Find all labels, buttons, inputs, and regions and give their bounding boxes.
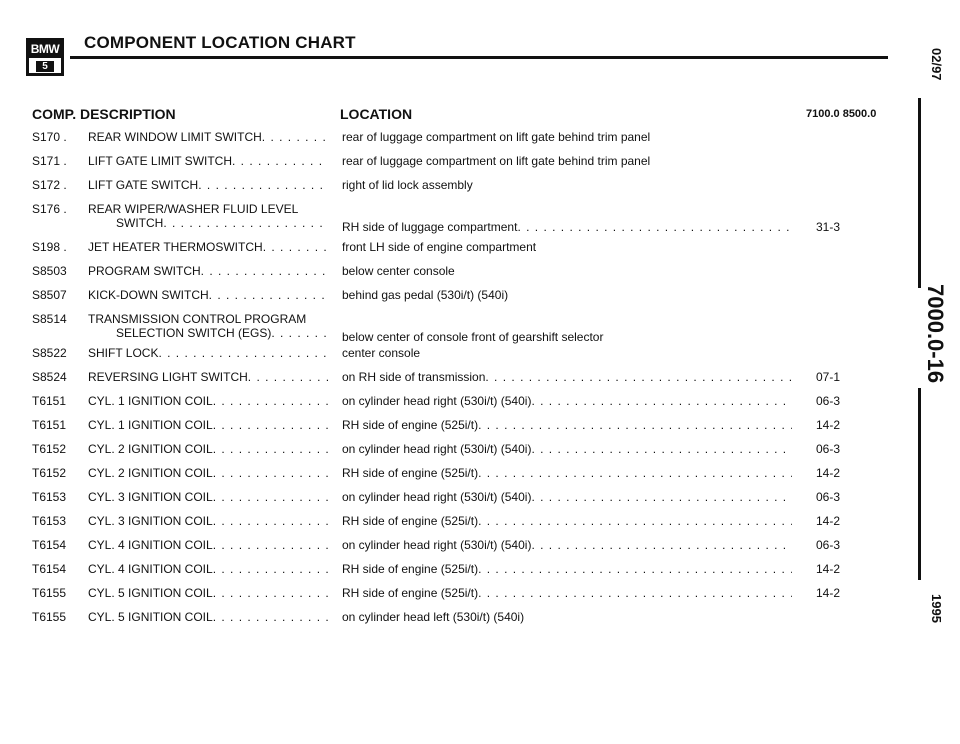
location-text: center console xyxy=(342,346,421,360)
side-rule-top xyxy=(918,98,921,288)
table-row xyxy=(0,610,900,634)
table-row xyxy=(0,586,900,610)
location-text: rear of luggage compartment on lift gate behind trim panel xyxy=(342,130,651,144)
comp-code: S8524 xyxy=(32,370,67,384)
description xyxy=(88,394,328,408)
comp-code: S8507 xyxy=(32,288,67,302)
leader-dots xyxy=(232,154,328,168)
comp-code: S8503 xyxy=(32,264,67,278)
table-row xyxy=(0,240,900,264)
location xyxy=(342,346,792,360)
location xyxy=(342,562,792,576)
description xyxy=(88,610,328,624)
description-label: REVERSING LIGHT SWITCH xyxy=(88,370,248,384)
description-label: SWITCH xyxy=(116,216,164,230)
comp-code: S170 . xyxy=(32,130,67,144)
comp-code: T6153 xyxy=(32,514,67,528)
location xyxy=(342,220,792,234)
location xyxy=(342,154,792,168)
description-label: LIFT GATE LIMIT SWITCH xyxy=(88,154,233,168)
location-text: front LH side of engine compartment xyxy=(342,240,537,254)
description xyxy=(88,312,328,340)
leader-dots xyxy=(213,586,328,600)
description-text xyxy=(88,130,328,144)
table-row xyxy=(0,490,900,514)
leader-dots xyxy=(531,442,792,456)
description-text xyxy=(88,216,328,230)
location-text: RH side of engine (525i/t) xyxy=(342,562,479,576)
description xyxy=(88,130,328,144)
comp-code: T6154 xyxy=(32,562,67,576)
description xyxy=(88,370,328,384)
comp-code: T6155 xyxy=(32,586,67,600)
reference-code: 14-2 xyxy=(816,418,841,432)
description xyxy=(88,202,328,230)
comp-code: S198 . xyxy=(32,240,67,254)
comp-code: T6152 xyxy=(32,466,67,480)
comp-code: S8522 xyxy=(32,346,67,360)
location-text: below center of console front of gearshift selector xyxy=(342,330,604,344)
leader-dots xyxy=(163,216,328,230)
comp-code: S171 . xyxy=(32,154,67,168)
location xyxy=(342,586,792,600)
col-header-models: 7100.0 8500.0 xyxy=(806,108,877,120)
leader-dots xyxy=(213,610,328,624)
leader-dots xyxy=(198,178,328,192)
location-text: rear of luggage compartment on lift gate behind trim panel xyxy=(342,154,651,168)
description xyxy=(88,346,328,360)
reference-code: 14-2 xyxy=(816,514,841,528)
description xyxy=(88,562,328,576)
description-text xyxy=(88,394,328,408)
table-row xyxy=(0,346,900,370)
description xyxy=(88,442,328,456)
reference-code: 14-2 xyxy=(816,586,841,600)
table-row xyxy=(0,264,900,288)
location-text: RH side of engine (525i/t) xyxy=(342,466,479,480)
leader-dots xyxy=(271,326,328,340)
description-text xyxy=(88,514,328,528)
location xyxy=(342,330,792,344)
description xyxy=(88,288,328,302)
col-header-desc: DESCRIPTION xyxy=(79,106,176,122)
leader-dots xyxy=(478,466,792,480)
location-text: below center console xyxy=(342,264,455,278)
table-row xyxy=(0,562,900,586)
description-label: CYL. 5 IGNITION COIL xyxy=(88,586,213,600)
logo-brand: BMW xyxy=(30,42,60,56)
comp-code: T6154 xyxy=(32,538,67,552)
leader-dots xyxy=(531,490,792,504)
reference-code: 06-3 xyxy=(816,394,841,408)
description-label: KICK-DOWN SWITCH xyxy=(88,288,209,302)
description-label: LIFT GATE SWITCH xyxy=(88,178,199,192)
location xyxy=(342,178,792,192)
description-text xyxy=(88,490,328,504)
leader-dots xyxy=(158,346,328,360)
table-row xyxy=(0,130,900,154)
table-row xyxy=(0,154,900,178)
description xyxy=(88,154,328,168)
leader-dots xyxy=(213,562,328,576)
col-header-comp: COMP. xyxy=(32,106,77,122)
title-rule xyxy=(70,56,888,59)
description-text xyxy=(88,586,328,600)
leader-dots xyxy=(478,514,792,528)
description-text xyxy=(88,346,328,360)
comp-code: S8514 xyxy=(32,312,67,326)
leader-dots xyxy=(213,538,328,552)
location-text: RH side of engine (525i/t) xyxy=(342,586,479,600)
description-label: CYL. 4 IGNITION COIL xyxy=(88,538,213,552)
table-row xyxy=(0,466,900,490)
location xyxy=(342,514,792,528)
reference-code: 31-3 xyxy=(816,220,841,234)
location-text: on RH side of transmission xyxy=(342,370,486,384)
location-text: on cylinder head left (530i/t) (540i) xyxy=(342,610,525,624)
description-label: CYL. 4 IGNITION COIL xyxy=(88,562,213,576)
comp-code: T6155 xyxy=(32,610,67,624)
description-label: JET HEATER THERMOSWITCH xyxy=(88,240,263,254)
table-row xyxy=(0,178,900,202)
description xyxy=(88,514,328,528)
location xyxy=(342,610,792,624)
table-row xyxy=(0,312,900,344)
leader-dots xyxy=(531,394,792,408)
description-label: CYL. 2 IGNITION COIL xyxy=(88,442,213,456)
description-label: REAR WINDOW LIMIT SWITCH xyxy=(88,130,262,144)
description xyxy=(88,466,328,480)
description-label: CYL. 3 IGNITION COIL xyxy=(88,514,213,528)
location-text: on cylinder head right (530i/t) (540i) xyxy=(342,394,532,408)
comp-code: T6151 xyxy=(32,418,67,432)
location-text: on cylinder head right (530i/t) (540i) xyxy=(342,490,532,504)
leader-dots xyxy=(213,490,328,504)
location xyxy=(342,394,792,408)
leader-dots xyxy=(478,562,792,576)
description-text xyxy=(88,466,328,480)
comp-code: S176 . xyxy=(32,202,67,216)
description-text xyxy=(88,538,328,552)
description-text xyxy=(88,562,328,576)
comp-code: T6152 xyxy=(32,442,67,456)
location-text: RH side of luggage compartment xyxy=(342,220,518,234)
page-title: COMPONENT LOCATION CHART xyxy=(84,33,356,52)
description xyxy=(88,586,328,600)
location xyxy=(342,240,792,254)
leader-dots xyxy=(248,370,328,384)
leader-dots xyxy=(201,264,328,278)
reference-code: 14-2 xyxy=(816,466,841,480)
table-row xyxy=(0,370,900,394)
reference-code: 06-3 xyxy=(816,538,841,552)
description-text xyxy=(88,240,328,254)
description-line-1: REAR WIPER/WASHER FLUID LEVEL xyxy=(88,202,299,216)
location xyxy=(342,490,792,504)
comp-code: S172 . xyxy=(32,178,67,192)
table-row xyxy=(0,418,900,442)
col-header-location: LOCATION xyxy=(340,106,413,122)
location-text: on cylinder head right (530i/t) (540i) xyxy=(342,538,532,552)
location-text: on cylinder head right (530i/t) (540i) xyxy=(342,442,532,456)
table-row xyxy=(0,538,900,562)
comp-code: T6151 xyxy=(32,394,67,408)
description xyxy=(88,264,328,278)
description-label: CYL. 3 IGNITION COIL xyxy=(88,490,213,504)
description-label: CYL. 1 IGNITION COIL xyxy=(88,418,213,432)
description-text xyxy=(88,264,328,278)
leader-dots xyxy=(213,514,328,528)
table-row xyxy=(0,442,900,466)
description-text xyxy=(88,178,328,192)
description-label: SELECTION SWITCH (EGS) xyxy=(116,326,272,340)
bmw-5-series-logo xyxy=(26,38,64,76)
leader-dots xyxy=(531,538,792,552)
reference-code: 14-2 xyxy=(816,562,841,576)
reference-code: 07-1 xyxy=(816,370,841,384)
comp-code: T6153 xyxy=(32,490,67,504)
description xyxy=(88,240,328,254)
table-row xyxy=(0,202,900,234)
leader-dots xyxy=(517,220,792,234)
description-text xyxy=(88,610,328,624)
location xyxy=(342,370,792,384)
description-text xyxy=(88,154,328,168)
description-text xyxy=(88,418,328,432)
description-label: SHIFT LOCK xyxy=(88,346,159,360)
description-label: PROGRAM SWITCH xyxy=(88,264,201,278)
leader-dots xyxy=(213,466,328,480)
reference-code: 06-3 xyxy=(816,490,841,504)
location xyxy=(342,288,792,302)
description xyxy=(88,178,328,192)
leader-dots xyxy=(213,442,328,456)
leader-dots xyxy=(262,130,328,144)
description-text xyxy=(88,288,328,302)
location xyxy=(342,442,792,456)
location-text: behind gas pedal (530i/t) (540i) xyxy=(342,288,509,302)
leader-dots xyxy=(213,394,328,408)
location-text: RH side of engine (525i/t) xyxy=(342,514,479,528)
location-text: right of lid lock assembly xyxy=(342,178,473,192)
description-text xyxy=(88,442,328,456)
location xyxy=(342,130,792,144)
leader-dots xyxy=(485,370,792,384)
description-label: CYL. 1 IGNITION COIL xyxy=(88,394,213,408)
side-page-code: 7000.0-16 xyxy=(923,284,948,384)
leader-dots xyxy=(263,240,328,254)
logo-series: 5 xyxy=(36,61,54,72)
description-label: CYL. 5 IGNITION COIL xyxy=(88,610,213,624)
location-text: RH side of engine (525i/t) xyxy=(342,418,479,432)
leader-dots xyxy=(209,288,328,302)
table-row xyxy=(0,514,900,538)
description xyxy=(88,538,328,552)
location xyxy=(342,418,792,432)
location xyxy=(342,538,792,552)
leader-dots xyxy=(213,418,328,432)
table-row xyxy=(0,394,900,418)
leader-dots xyxy=(478,418,792,432)
description xyxy=(88,490,328,504)
description-text xyxy=(88,326,328,340)
leader-dots xyxy=(478,586,792,600)
description xyxy=(88,418,328,432)
side-year: 1995 xyxy=(929,594,944,623)
table-row xyxy=(0,288,900,312)
location xyxy=(342,264,792,278)
description-text xyxy=(88,370,328,384)
col-header-comp-desc xyxy=(32,106,176,122)
side-rule-middle xyxy=(918,388,921,580)
reference-code: 06-3 xyxy=(816,442,841,456)
description-line-1: TRANSMISSION CONTROL PROGRAM xyxy=(88,312,307,326)
location xyxy=(342,466,792,480)
side-date: 02/97 xyxy=(929,48,944,81)
description-label: CYL. 2 IGNITION COIL xyxy=(88,466,213,480)
